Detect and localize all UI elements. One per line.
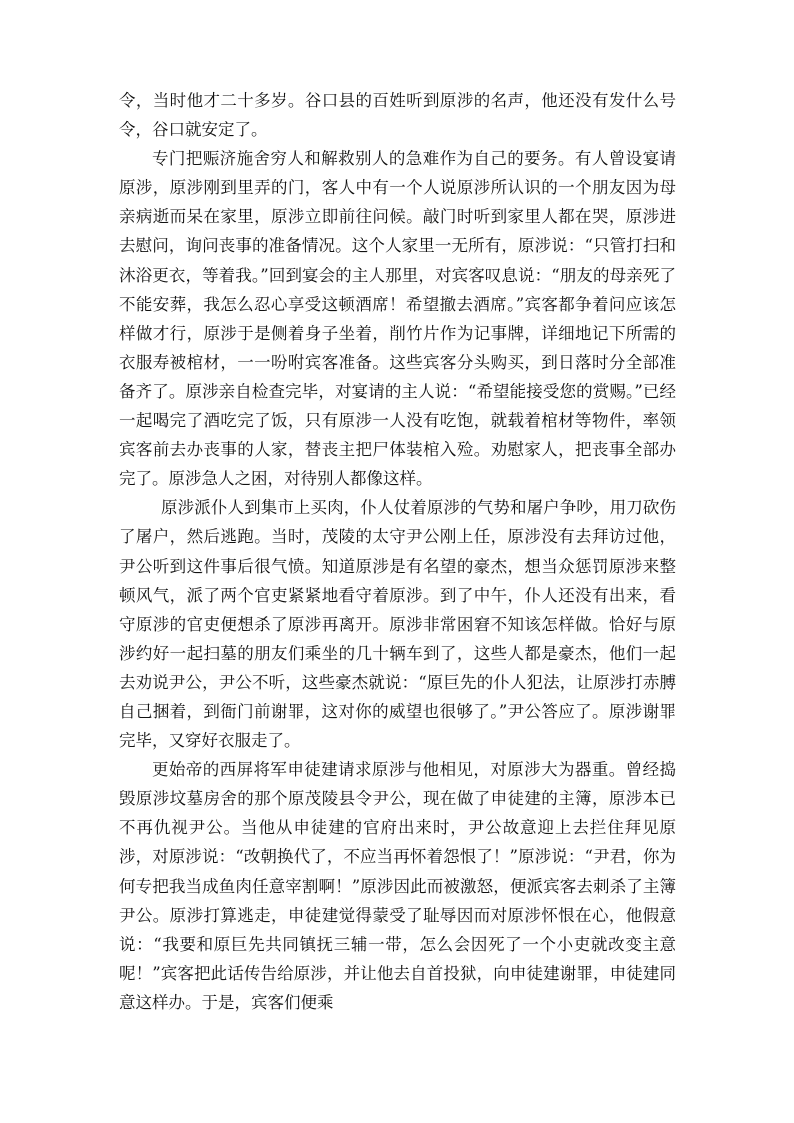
- paragraph-continued: 令，当时他才二十多岁。谷口县的百姓听到原涉的名声，他还没有发什么号令，谷口就安定了。: [119, 91, 676, 140]
- document-page: [119, 86, 676, 1017]
- paragraph-shentu-jian: 更始帝的西屏将军申徒建请求原涉与他相见，对原涉大为器重。曾经捣毁原涉坟墓房舍的那个原茂陵县令尹公，现在做了申徒建的主簿，原涉本已不再仇视尹公。当他从申徒建的官府出来时，尹公故意迎上去拦住拜见原涉，对原涉说：“改朝换代了，不应当再怀着怨恨了！”原涉说：“尹君，你为何专把我当成鱼肉任意宰割啊！”原涉因此而被激怒，便派宾客去刺杀了主簿尹公。原涉打算逃走，申徒建觉得蒙受了耻辱因而对原涉怀恨在心，他假意说：“我要和原巨先共同镇抚三辅一带，怎么会因死了一个小吏就改变主意呢！”宾客把此话传告给原涉，并让他去自首投狱，向申徒建谢罪，申徒建同意这样办。于是，宾客们便乘: [119, 760, 676, 1012]
- paragraph-funeral-aid: 专门把赈济施舍穷人和解救别人的急难作为自己的要务。有人曾设宴请原涉，原涉刚到里弄的门，客人中有一个人说原涉所认识的一个朋友因为母亲病逝而呆在家里，原涉立即前往问候。敲门时听到家里人都在哭，原涉进去慰问，询问丧事的准备情况。这个人家里一无所有，原涉说：“只管打扫和沐浴更衣，等着我。”回到宴会的主人那里，对宾客叹息说：“朋友的母亲死了不能安葬，我怎么忍心享受这顿酒席！希望撤去酒席。”宾客都争着问应该怎样做才行，原涉于是侧着身子坐着，削竹片作为记事牌，详细地记下所需的衣服寿被棺材，一一吩咐宾客准备。这些宾客分头购买，到日落时分全部准备齐了。原涉亲自检查完毕，对宴请的主人说：“希望能接受您的赏赐。”已经一起喝完了酒吃完了饭，只有原涉一人没有吃饱，就载着棺材等物件，率领宾客前去办丧事的人家，替丧主把尸体装棺入殓。劝慰家人，把丧事全部办完了。原涉急人之困，对待别人都像这样。: [119, 149, 676, 489]
- paragraph-servant-incident: 原涉派仆人到集市上买肉，仆人仗着原涉的气势和屠户争吵，用刀砍伤了屠户，然后逃跑。当时，茂陵的太守尹公刚上任，原涉没有去拜访过他，尹公听到这件事后很气愤。知道原涉是有名望的豪杰，想当众惩罚原涉来整顿风气，派了两个官吏紧紧地看守着原涉。到了中午，仆人还没有出来，看守原涉的官吏便想杀了原涉再离开。原涉非常困窘不知该怎样做。恰好与原涉约好一起扫墓的朋友们乘坐的几十辆车到了，这些人都是豪杰，他们一起去劝说尹公，尹公不听，这些豪杰就说：“原巨先的仆人犯法，让原涉打赤膊自己捆着，到衙门前谢罪，这对你的威望也很够了。”尹公答应了。原涉谢罪完毕，又穿好衣服走了。: [119, 498, 676, 751]
